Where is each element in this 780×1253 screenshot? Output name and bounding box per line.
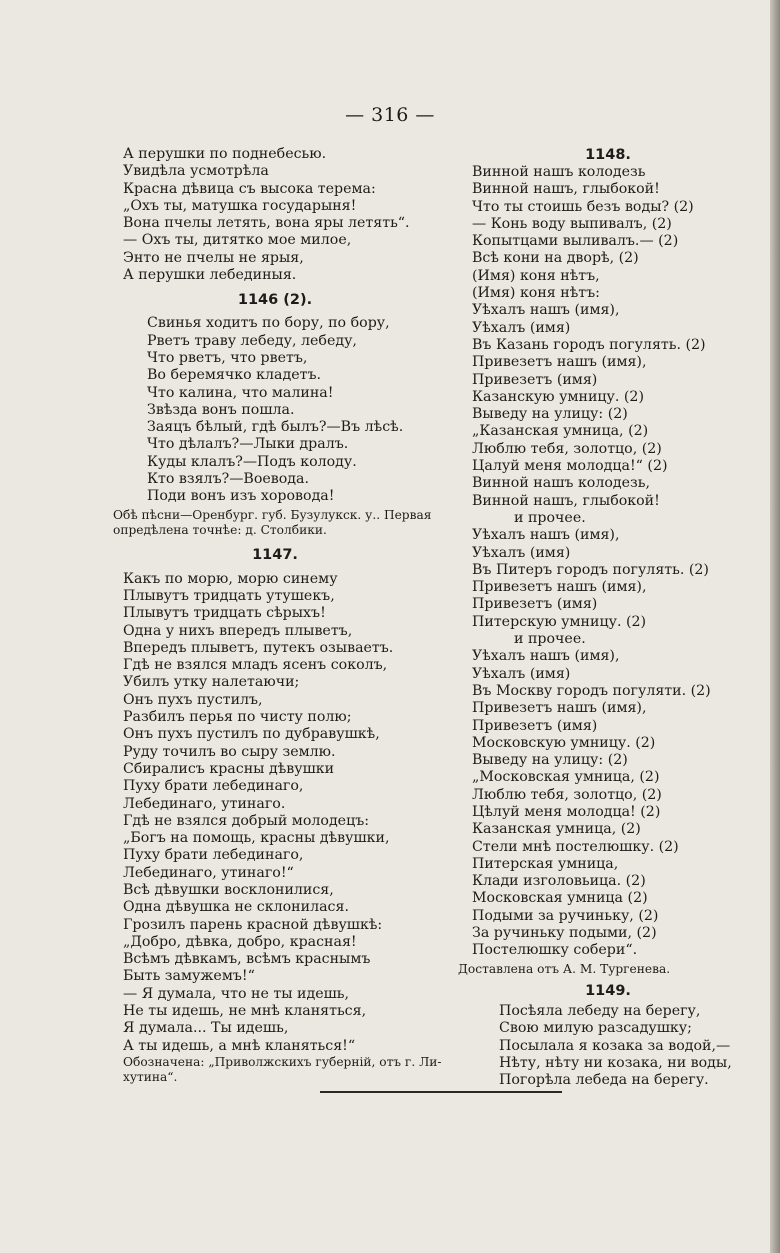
verse-line: Люблю тебя, золотцо, (2) [472, 786, 662, 803]
verse-line: Быть замужемъ!“ [123, 968, 255, 985]
verse-line: Винной нашъ колодезь [472, 164, 646, 180]
page-edge-shadow [770, 0, 780, 1253]
verse-line: Въ Казань городъ погулять. (2) [472, 336, 706, 353]
verse-line: Привезетъ нашъ (имя), [472, 354, 647, 371]
verse-line: Пуху брати лебединаго, [123, 847, 304, 864]
verse-line: А ты идешь, а мнѣ кланяться!“ [123, 1037, 356, 1054]
verse-line: Уѣхалъ (имя) [472, 319, 571, 336]
verse-line: Уѣхалъ (имя) [472, 544, 571, 561]
verse-line: Плывутъ тридцать сѣрыхъ! [123, 605, 326, 622]
verse-line: Нѣту, нѣту ни козака, ни воды, [499, 1055, 732, 1072]
verse-line: Что калина, что малина! [147, 384, 334, 401]
verse-line: Лебединаго, утинаго!“ [123, 864, 294, 881]
verse-line: Всѣмъ дѣвкамъ, всѣмъ краснымъ [123, 951, 371, 968]
verse-line: Уѣхалъ нашъ (имя), [472, 527, 620, 544]
verse-line: Копытцами выливалъ.— (2) [472, 233, 679, 250]
verse-line: Красна дѣвица съ высока терема: [123, 180, 376, 197]
verse-line: Привезетъ (имя) [472, 371, 598, 388]
verse-line: Винной нашъ колодезь, [472, 475, 651, 492]
verse-line: и прочее. [514, 509, 586, 526]
verse-line: Уѣхалъ нашъ (имя), [472, 648, 620, 665]
verse-line: — Конь воду выпивалъ, (2) [472, 215, 672, 232]
verse-line: Посылала я козака за водой,— [499, 1037, 731, 1054]
verse-line: Что дѣлалъ?—Лыки дралъ. [147, 436, 349, 453]
verse-line: Гдѣ не взялся добрый молодецъ: [123, 812, 370, 829]
verse-line: „Казанская умница, (2) [472, 423, 649, 440]
verse-line: Одна у нихъ впередъ плыветъ, [123, 622, 353, 639]
verse-line: Московская умница (2) [472, 890, 648, 907]
verse-line: Выведу на улицу: (2) [472, 752, 628, 769]
verse-line: Свинья ходитъ по бору, по бору, [147, 315, 390, 332]
verse-line: Погорѣла лебеда на берегу. [499, 1072, 709, 1089]
song-continuation [123, 146, 443, 284]
verse-line: Московскую умницу. (2) [472, 734, 656, 751]
verse-line: „Охъ ты, матушка государыня! [123, 197, 357, 214]
verse-line: Пуху брати лебединаго, [123, 778, 304, 795]
verse-line: Винной нашъ, глыбокой! [472, 492, 660, 509]
song-1148-note: Доставлена отъ А. М. Тургенева. [458, 961, 671, 976]
song-1147-text [123, 571, 443, 1055]
song-number-1146: 1146 (2). [237, 292, 313, 309]
verse-line: Что рветъ, что рветъ, [147, 349, 308, 366]
verse-line: Уѣхалъ (имя) [472, 665, 571, 682]
verse-line: Въ Москву городъ погуляти. (2) [472, 682, 711, 699]
page-number: — 316 — [345, 104, 435, 126]
verse-line: Куды клалъ?—Подъ колоду. [147, 453, 357, 470]
verse-line: Казанскую умницу. (2) [472, 388, 644, 405]
verse-line: Всѣ дѣвушки восклонилися, [123, 881, 334, 898]
verse-line: Всѣ кони на дворѣ, (2) [472, 250, 639, 267]
song-1146-note [113, 508, 443, 539]
note-line: Обозначена: „Приволжскихъ губерній, отъ г. Ли- [123, 1054, 442, 1069]
verse-line: Во беремячко кладетъ. [147, 367, 322, 384]
verse-line: Онъ пухъ пустилъ, [123, 691, 263, 708]
verse-line: Винной нашъ, глыбокой! [472, 181, 660, 198]
verse-line: — Я думала, что не ты идешь, [123, 985, 350, 1002]
verse-line: Кто взялъ?—Воевода. [147, 471, 309, 488]
verse-line: (Имя) коня нѣтъ, [472, 267, 600, 284]
verse-line: Увидѣла усмотрѣла [123, 163, 269, 180]
song-number-1147: 1147. [252, 546, 298, 563]
verse-line: — Охъ ты, дитятко мое милое, [123, 232, 352, 249]
verse-line: Руду точилъ во сыру землю. [123, 743, 336, 760]
note-line: хутина“. [123, 1070, 178, 1085]
verse-line: Поди вонъ изъ хоровода! [147, 488, 335, 505]
verse-line: Казанская умница, (2) [472, 821, 641, 838]
verse-line: Вона пчелы летять, вона яры летять“. [123, 215, 410, 232]
song-1149-text [472, 1003, 762, 1089]
verse-line: Свою милую разсадушку; [499, 1020, 692, 1037]
verse-line: Привезетъ нашъ (имя), [472, 579, 647, 596]
verse-line: Цалуй меня молодца!“ (2) [472, 458, 668, 475]
verse-line: Лебединаго, утинаго. [123, 795, 286, 812]
verse-line: Питерская умница, [472, 855, 619, 872]
verse-line: Какъ по морю, морю синему [123, 570, 338, 587]
verse-line: А перушки по поднебесью. [123, 146, 327, 162]
right-column [458, 146, 762, 1090]
song-1147-note [123, 1055, 443, 1086]
left-column [113, 146, 443, 1086]
verse-line: „Добро, дѣвка, добро, красная! [123, 933, 357, 950]
verse-line: Гдѣ не взялся младъ ясенъ соколъ, [123, 657, 388, 674]
verse-line: Рветъ траву лебеду, лебеду, [147, 332, 357, 349]
verse-line: Убилъ утку налетаючи; [123, 674, 300, 691]
verse-line: Привезетъ (имя) [472, 717, 598, 734]
verse-line: Питерскую умницу. (2) [472, 613, 647, 630]
verse-line: Звѣзда вонъ пошла. [147, 401, 295, 418]
verse-line: За ручиньку подыми, (2) [472, 925, 657, 942]
verse-line: Посѣяла лебеду на берегу, [499, 1003, 701, 1020]
song-number-1148: 1148. [585, 147, 631, 163]
verse-line: Выведу на улицу: (2) [472, 406, 628, 423]
end-rule [320, 1091, 562, 1093]
verse-line: Люблю тебя, золотцо, (2) [472, 440, 662, 457]
song-number-1149: 1149. [585, 983, 631, 1000]
verse-line: „Московская умница, (2) [472, 769, 660, 786]
verse-line: Грозилъ парень красной дѣвушкѣ: [123, 916, 383, 933]
verse-line: Энто не пчелы не ярыя, [123, 249, 304, 266]
verse-line: Привезетъ (имя) [472, 596, 598, 613]
verse-line: А перушки лебединыя. [123, 267, 297, 284]
verse-line: Стели мнѣ постелюшку. (2) [472, 838, 679, 855]
verse-line: „Богъ на помощь, красны дѣвушки, [123, 830, 390, 847]
verse-line: Я думала... Ты идешь, [123, 1020, 289, 1037]
verse-line: Привезетъ нашъ (имя), [472, 700, 647, 717]
verse-line: Сбиралисъ красны дѣвушки [123, 760, 335, 777]
song-1146-text [123, 315, 443, 505]
verse-line: Цѣлуй меня молодца! (2) [472, 803, 661, 820]
verse-line: Онъ пухъ пустилъ по дубравушкѣ, [123, 726, 380, 743]
verse-line: Въ Питеръ городъ погулять. (2) [472, 561, 709, 578]
verse-line: Клади изголовьица. (2) [472, 873, 646, 890]
note-line: Обѣ пѣсни—Оренбург. губ. Бузулукск. у.. Первая [113, 507, 432, 522]
verse-line: Постелюшку собери“. [472, 942, 638, 959]
verse-line: (Имя) коня нѣтъ: [472, 285, 600, 302]
verse-line: Заяцъ бѣлый, гдѣ былъ?—Въ лѣсѣ. [147, 419, 404, 436]
verse-line: Подыми за ручиньку, (2) [472, 907, 659, 924]
verse-line: Разбилъ перья по чисту полю; [123, 709, 352, 726]
verse-line: Уѣхалъ нашъ (имя), [472, 302, 620, 319]
verse-line: и прочее. [514, 631, 586, 648]
note-line: опредѣлена точнѣе: д. Столбики. [113, 523, 327, 538]
verse-line: Впередъ плыветъ, путекъ озываетъ. [123, 639, 394, 656]
verse-line: Плывутъ тридцать утушекъ, [123, 587, 335, 604]
verse-line: Не ты идешь, не мнѣ кланяться, [123, 1003, 367, 1020]
verse-line: Что ты стоишь безъ воды? (2) [472, 198, 694, 215]
verse-line: Одна дѣвушка не склонилася. [123, 899, 349, 916]
song-1148-text [472, 164, 762, 960]
